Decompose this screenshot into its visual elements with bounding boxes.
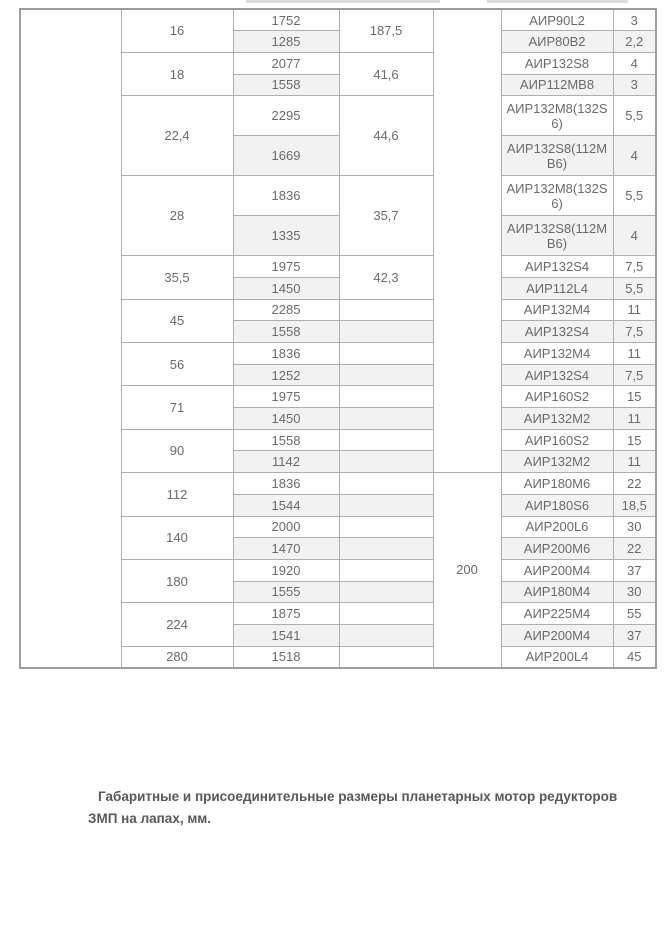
cell-rpm: 1544 [233, 494, 339, 516]
cell-rpm: 1285 [233, 31, 339, 53]
cell-motor: АИР132S8 [501, 52, 613, 74]
cell-rpm: 1920 [233, 559, 339, 581]
cell-power: 4 [613, 52, 656, 74]
cell-power: 22 [613, 473, 656, 495]
cell-rpm: 1558 [233, 321, 339, 343]
cell-rpm: 1541 [233, 624, 339, 646]
cell-power: 37 [613, 624, 656, 646]
cell-power: 22 [613, 538, 656, 560]
cell-rpm: 1555 [233, 581, 339, 603]
cell-torque-empty [339, 299, 433, 321]
cell-torque-empty [339, 473, 433, 495]
cell-power: 55 [613, 603, 656, 625]
cell-rpm: 1142 [233, 451, 339, 473]
cell-power: 30 [613, 581, 656, 603]
cell-power: 5,5 [613, 277, 656, 299]
cutoff-row-artifact [246, 0, 440, 3]
cell-motor: АИР132S4 [501, 364, 613, 386]
cell-motor: АИР180М6 [501, 473, 613, 495]
cell-power: 45 [613, 646, 656, 668]
cutoff-row-artifact [487, 0, 628, 3]
cell-motor: АИР132S8(112МВ6) [501, 136, 613, 176]
cell-torque-empty [339, 538, 433, 560]
cell-ratio: 45 [121, 299, 233, 342]
cell-ratio: 140 [121, 516, 233, 559]
cell-torque-empty [339, 343, 433, 365]
cell-col5-value: 200 [433, 473, 501, 668]
cell-motor: АИР225М4 [501, 603, 613, 625]
cell-ratio: 56 [121, 343, 233, 386]
cell-motor: АИР160S2 [501, 386, 613, 408]
cell-ratio: 280 [121, 646, 233, 668]
cell-torque-empty [339, 321, 433, 343]
cell-motor: АИР80В2 [501, 31, 613, 53]
cell-torque-empty [339, 559, 433, 581]
cell-rpm: 1335 [233, 216, 339, 256]
cell-ratio: 35,5 [121, 256, 233, 299]
cell-ratio: 28 [121, 176, 233, 256]
cell-rpm: 2295 [233, 96, 339, 136]
cell-rpm: 2000 [233, 516, 339, 538]
cell-col1-empty [20, 9, 121, 668]
cell-torque-empty [339, 646, 433, 668]
cell-ratio: 180 [121, 559, 233, 602]
cell-rpm: 1470 [233, 538, 339, 560]
cell-power: 11 [613, 408, 656, 430]
cell-motor: АИР90L2 [501, 9, 613, 31]
cell-rpm: 1875 [233, 603, 339, 625]
cell-power: 15 [613, 386, 656, 408]
caption-line-1: Габаритные и присоединительные размеры планетарных мотор редукторов [98, 789, 618, 804]
cell-torque: 41,6 [339, 52, 433, 95]
caption-line-2: ЗМП на лапах, мм. [88, 811, 212, 826]
cell-power: 3 [613, 74, 656, 96]
cell-power: 15 [613, 429, 656, 451]
cell-rpm: 2285 [233, 299, 339, 321]
cell-power: 7,5 [613, 256, 656, 278]
cell-motor: АИР200L4 [501, 646, 613, 668]
cell-rpm: 1252 [233, 364, 339, 386]
cell-power: 11 [613, 451, 656, 473]
cell-rpm: 1975 [233, 386, 339, 408]
cell-rpm: 1558 [233, 429, 339, 451]
cell-rpm: 1669 [233, 136, 339, 176]
cell-power: 2,2 [613, 31, 656, 53]
cell-motor: АИР132М8(132S6) [501, 96, 613, 136]
cell-motor: АИР132S4 [501, 321, 613, 343]
cell-rpm: 1836 [233, 176, 339, 216]
cell-torque-empty [339, 603, 433, 625]
cell-rpm: 1975 [233, 256, 339, 278]
cell-motor: АИР180М4 [501, 581, 613, 603]
cell-ratio: 224 [121, 603, 233, 646]
cell-ratio: 90 [121, 429, 233, 472]
cell-col5-empty [433, 9, 501, 473]
cell-motor: АИР132М8(132S6) [501, 176, 613, 216]
cell-power: 7,5 [613, 321, 656, 343]
cell-motor: АИР132М4 [501, 299, 613, 321]
cell-torque-empty [339, 494, 433, 516]
cell-power: 5,5 [613, 96, 656, 136]
cell-motor: АИР112МВ8 [501, 74, 613, 96]
cell-power: 11 [613, 343, 656, 365]
cell-rpm: 1558 [233, 74, 339, 96]
cell-torque: 35,7 [339, 176, 433, 256]
cell-ratio: 112 [121, 473, 233, 516]
cell-torque-empty [339, 451, 433, 473]
cell-power: 3 [613, 9, 656, 31]
cell-rpm: 1450 [233, 277, 339, 299]
cell-power: 11 [613, 299, 656, 321]
cell-ratio: 16 [121, 9, 233, 52]
cell-torque-empty [339, 624, 433, 646]
cell-torque-empty [339, 364, 433, 386]
cell-torque-empty [339, 408, 433, 430]
cell-ratio: 22,4 [121, 96, 233, 176]
cell-power: 4 [613, 216, 656, 256]
table-caption [88, 786, 628, 830]
cell-torque-empty [339, 429, 433, 451]
cell-motor: АИР200М4 [501, 559, 613, 581]
cell-motor: АИР200М4 [501, 624, 613, 646]
cell-motor: АИР132М4 [501, 343, 613, 365]
cell-rpm: 2077 [233, 52, 339, 74]
cell-rpm: 1450 [233, 408, 339, 430]
cell-motor: АИР200М6 [501, 538, 613, 560]
cell-torque-empty [339, 516, 433, 538]
cell-rpm: 1752 [233, 9, 339, 31]
cell-power: 4 [613, 136, 656, 176]
cell-rpm: 1836 [233, 473, 339, 495]
cell-power: 7,5 [613, 364, 656, 386]
cell-ratio: 71 [121, 386, 233, 429]
cell-rpm: 1836 [233, 343, 339, 365]
cell-motor: АИР160S2 [501, 429, 613, 451]
cell-torque-empty [339, 386, 433, 408]
table-row [20, 9, 656, 31]
cell-rpm: 1518 [233, 646, 339, 668]
cell-torque-empty [339, 581, 433, 603]
cell-torque: 44,6 [339, 96, 433, 176]
cell-power: 5,5 [613, 176, 656, 216]
cell-motor: АИР132S8(112МВ6) [501, 216, 613, 256]
cell-torque: 42,3 [339, 256, 433, 299]
cell-torque: 187,5 [339, 9, 433, 52]
cell-motor: АИР132М2 [501, 408, 613, 430]
cell-motor: АИР180S6 [501, 494, 613, 516]
cell-power: 18,5 [613, 494, 656, 516]
cell-motor: АИР200L6 [501, 516, 613, 538]
motor-reducer-specs-table [19, 8, 657, 669]
cell-ratio: 18 [121, 52, 233, 95]
cell-power: 37 [613, 559, 656, 581]
cell-motor: АИР132S4 [501, 256, 613, 278]
cell-motor: АИР112L4 [501, 277, 613, 299]
cell-motor: АИР132М2 [501, 451, 613, 473]
cell-power: 30 [613, 516, 656, 538]
